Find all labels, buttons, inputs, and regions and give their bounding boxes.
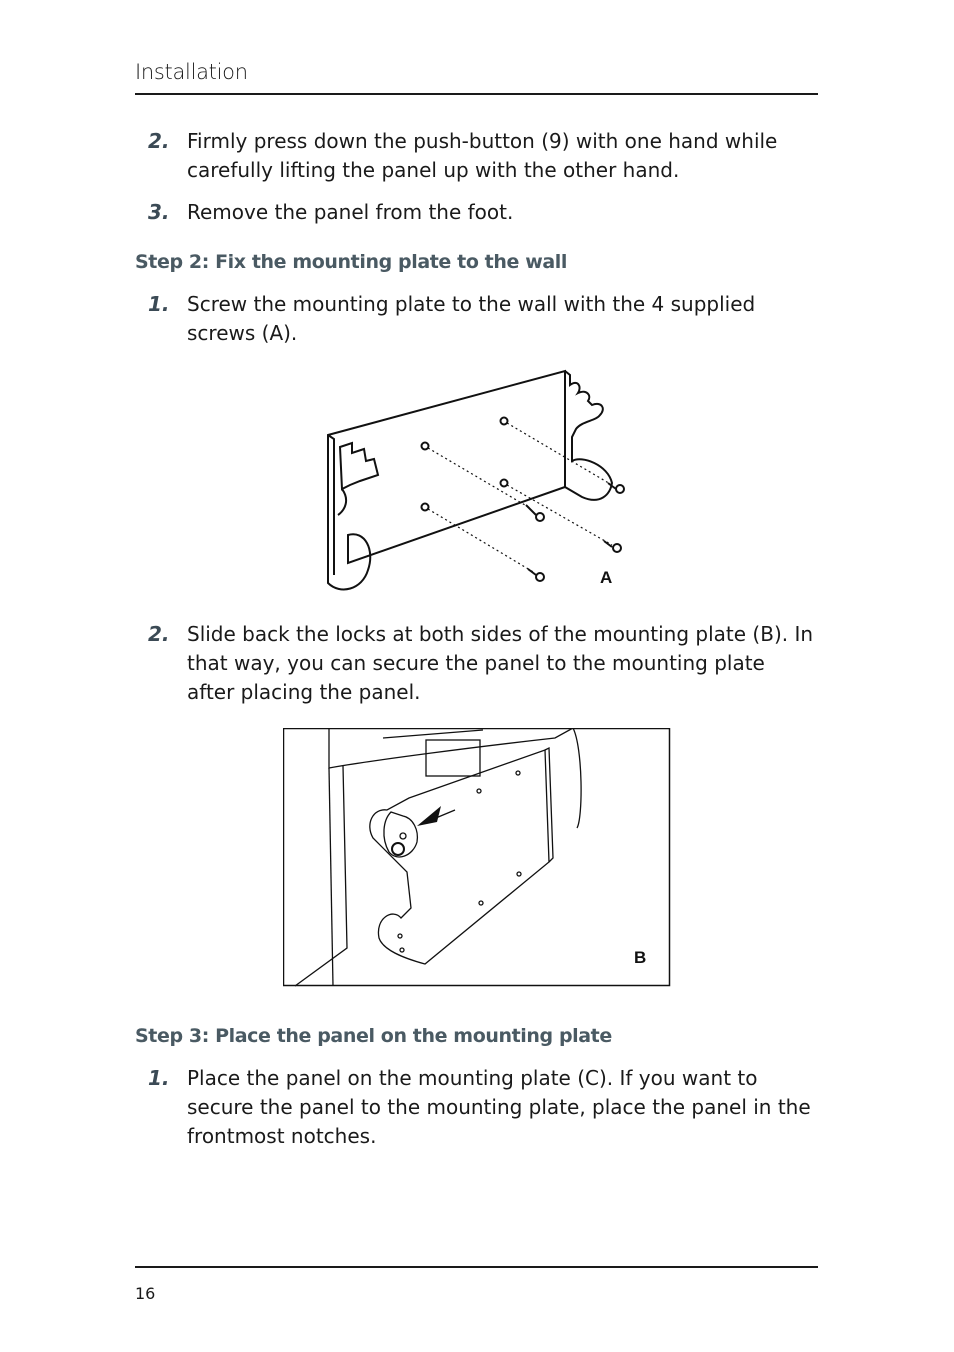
list-item-number: 2. [148, 129, 170, 153]
list-item [135, 127, 818, 185]
figure-mounting-plate-screws [320, 365, 640, 605]
footer-rule [135, 1266, 818, 1268]
list-item-number: 2. [148, 622, 170, 646]
figure-b-label: B [634, 948, 647, 967]
list-item-number: 1. [148, 1066, 170, 1090]
list-item-text: Screw the mounting plate to the wall with the 4 supplied screws (A). [187, 292, 756, 345]
figure-slide-locks [283, 728, 671, 987]
list-item-text: Remove the panel from the foot. [187, 200, 514, 224]
header-rule [135, 93, 818, 95]
list-item-number: 1. [148, 292, 170, 316]
step-2-heading: Step 2: Fix the mounting plate to the wall [135, 251, 567, 273]
list-item-text: Slide back the locks at both sides of the mounting plate (B). In that way, you can secure the panel to the mounting plate after placing the panel. [187, 622, 814, 704]
list-item [135, 1064, 818, 1151]
page-number: 16 [135, 1284, 156, 1303]
list-item-number: 3. [148, 200, 170, 224]
list-item [135, 620, 818, 707]
list-item-text: Firmly press down the push-button (9) with one hand while carefully lifting the panel up with the other hand. [187, 129, 778, 182]
list-item-text: Place the panel on the mounting plate (C). If you want to secure the panel to the mounting plate, place the panel in the frontmost notches. [187, 1066, 811, 1148]
step-3-heading: Step 3: Place the panel on the mounting plate [135, 1025, 612, 1047]
list-item [135, 198, 818, 227]
list-item [135, 290, 818, 348]
page-header: Installation [135, 60, 248, 84]
figure-a-label: A [600, 568, 613, 587]
